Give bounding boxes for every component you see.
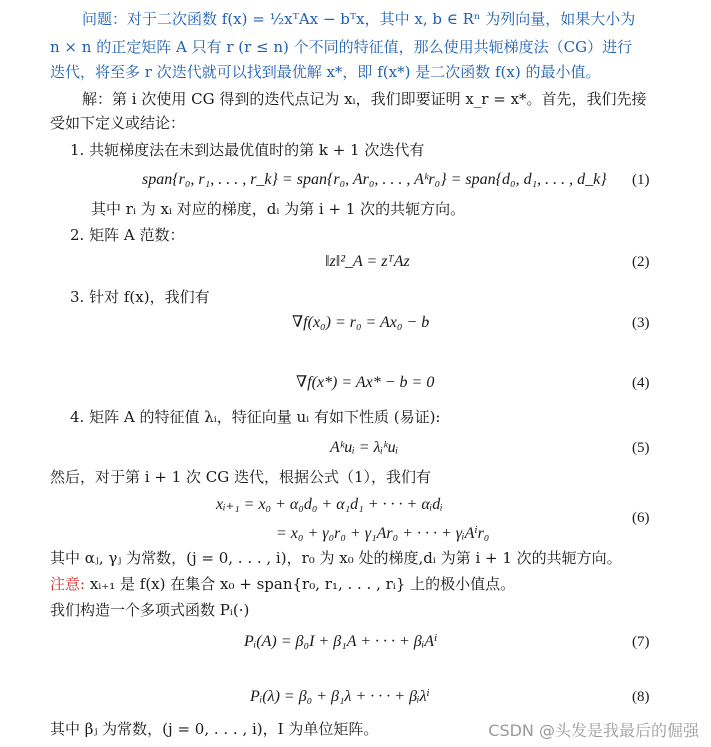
- problem-line-1: 问题：对于二次函数 f(x) = ½xᵀAx − bᵀx，其中 x, b ∈ Rⁿ 为列向量，如果大小为: [82, 10, 636, 28]
- note-line: [50, 574, 515, 594]
- equation-number-1: (1): [632, 172, 650, 188]
- equation-7: Pᵢ(A) = β₀I + β₁A + · · · + βᵢAⁱ: [244, 633, 438, 650]
- problem-line-3: 迭代，将至多 r 次迭代就可以找到最优解 x*，即 f(x*) 是二次函数 f(x) 的最小值。: [50, 63, 601, 81]
- equation-4: ∇f(x*) = Ax* − b = 0: [296, 374, 435, 391]
- then-paragraph: 然后，对于第 i + 1 次 CG 迭代，根据公式（1），我们有: [50, 468, 432, 486]
- solution-line-2: 受如下定义或结论：: [50, 114, 186, 132]
- equation-8: Pᵢ(λ) = β₀ + β₁λ + · · · + βᵢλⁱ: [250, 688, 430, 705]
- equation-number-8: (8): [632, 689, 650, 705]
- equation-number-2: (2): [632, 254, 650, 270]
- equation-number-5: (5): [632, 440, 650, 456]
- equation-number-7: (7): [632, 634, 650, 650]
- watermark: CSDN @头发是我最后的倔强: [488, 721, 699, 740]
- construct-line: 我们构造一个多项式函数 Pᵢ(·): [50, 601, 250, 619]
- equation-2: ‖z‖²_A = zᵀAz: [325, 253, 410, 270]
- equation-number-4: (4): [632, 375, 650, 391]
- item-1-note: 其中 rᵢ 为 xᵢ 对应的梯度，dᵢ 为第 i + 1 次的共轭方向。: [91, 200, 466, 218]
- solution-line-1: 解：第 i 次使用 CG 得到的迭代点记为 xᵢ，我们即要证明 x_r = x*。首先，我们先接: [82, 90, 647, 108]
- where-paragraph-2: 其中 βⱼ 为常数，(j = 0, . . . , i)，I 为单位矩阵。: [50, 720, 379, 738]
- note-text: xᵢ₊₁ 是 f(x) 在集合 x₀ + span{r₀, r₁, . . . , rᵢ} 上的极小值点。: [85, 575, 516, 593]
- item-3: 3. 针对 f(x)，我们有: [70, 288, 210, 306]
- item-2: 2. 矩阵 A 范数：: [70, 226, 185, 244]
- item-4: 4. 矩阵 A 的特征值 λᵢ，特征向量 uᵢ 有如下性质 (易证):: [70, 408, 441, 426]
- note-label: 注意:: [50, 575, 86, 593]
- where-paragraph-1: 其中 αⱼ, γⱼ 为常数，(j = 0, . . . , i)，r₀ 为 x₀ 处的梯度,dᵢ 为第 i + 1 次的共轭方向。: [50, 549, 622, 567]
- equation-3: ∇f(x₀) = r₀ = Ax₀ − b: [292, 314, 430, 331]
- equation-1: span{r₀, r₁, . . . , r_k} = span{r₀, Ar₀, . . . , Aᵏr₀} = span{d₀, d₁, . . . , d_k}: [142, 171, 607, 188]
- equation-5: Aᵏuᵢ = λᵢᵏuᵢ: [330, 439, 399, 456]
- problem-line-2: n × n 的正定矩阵 A 只有 r (r ≤ n) 个不同的特征值，那么使用共轭梯度法（CG）进行: [50, 38, 633, 56]
- item-1: 1. 共轭梯度法在未到达最优值时的第 k + 1 次迭代有: [70, 141, 425, 159]
- equation-number-6: (6): [632, 510, 650, 526]
- equation-6-line-1: xᵢ₊₁ = x₀ + α₀d₀ + α₁d₁ + · · · + αᵢdᵢ: [216, 496, 443, 513]
- equation-6-line-2: = x₀ + γ₀r₀ + γ₁Ar₀ + · · · + γᵢAⁱr₀: [276, 525, 490, 542]
- equation-number-3: (3): [632, 315, 650, 331]
